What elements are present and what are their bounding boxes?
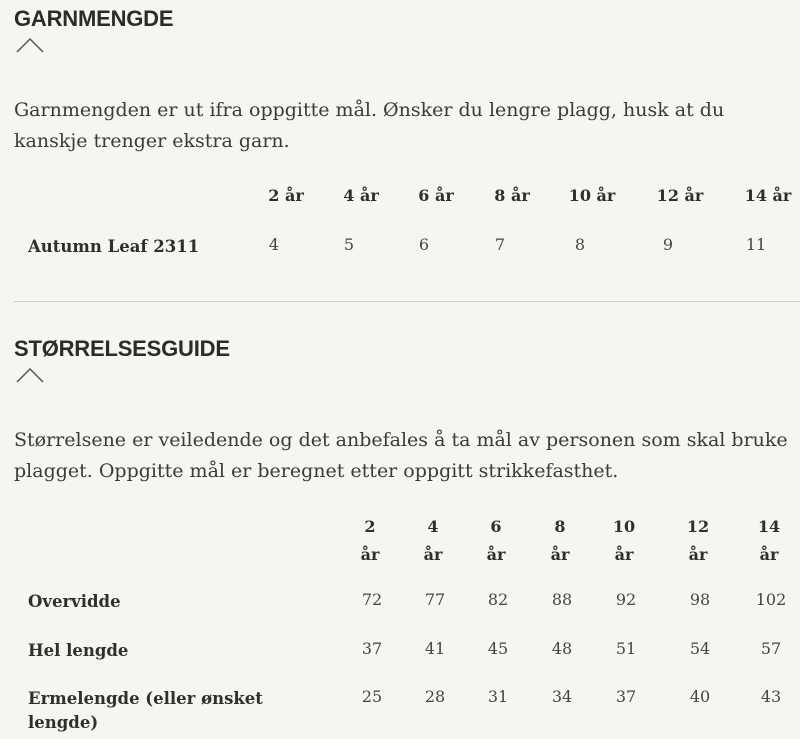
table-cell: 9 bbox=[662, 235, 674, 254]
column-header-unit: år bbox=[688, 545, 708, 564]
table-cell: 6 bbox=[418, 235, 430, 254]
column-header bbox=[613, 513, 635, 569]
column-header-unit: år bbox=[486, 545, 506, 564]
table-cell: 43 bbox=[760, 687, 782, 706]
table-cell: 11 bbox=[745, 235, 767, 254]
garnmengde-description: Garnmengden er ut ifra oppgitte mål. Ønsker du lengre plagg, husk at du kanskje trenger ekstra garn. bbox=[14, 99, 725, 152]
column-header: 8 år bbox=[494, 186, 530, 205]
table-cell: 72 bbox=[361, 590, 383, 609]
column-header: 4 år bbox=[343, 186, 379, 205]
table-cell: 88 bbox=[551, 590, 573, 609]
column-header-number: 10 bbox=[612, 517, 636, 536]
table-cell: 5 bbox=[343, 235, 355, 254]
row-label: Ermelengde (eller ønsket lengde) bbox=[28, 689, 263, 732]
row-label: Hel lengde bbox=[28, 641, 129, 660]
row-label: Overvidde bbox=[28, 592, 121, 611]
table-cell: 4 bbox=[268, 235, 280, 254]
column-header-unit: år bbox=[360, 545, 380, 564]
table-cell: 92 bbox=[615, 590, 637, 609]
storrelsesguide-collapse-button[interactable] bbox=[16, 366, 44, 384]
column-header-number: 6 bbox=[490, 517, 502, 536]
section-divider bbox=[14, 301, 800, 302]
table-cell: 51 bbox=[615, 639, 637, 658]
column-header: 14 år bbox=[744, 186, 792, 205]
table-cell: 45 bbox=[487, 639, 509, 658]
table-cell: 34 bbox=[551, 687, 573, 706]
storrelsesguide-description: Størrelsene er veiledende og det anbefales å ta mål av personen som skal bruke plagget. Oppgitte mål er beregnet etter oppgitt strikkefasthet. bbox=[14, 429, 788, 482]
column-header bbox=[687, 513, 709, 569]
column-header-unit: år bbox=[550, 545, 570, 564]
column-header-unit: år bbox=[614, 545, 634, 564]
column-header-unit: år bbox=[423, 545, 443, 564]
table-cell: 37 bbox=[361, 639, 383, 658]
column-header-number: 12 bbox=[686, 517, 710, 536]
column-header: 6 år bbox=[418, 186, 454, 205]
column-header bbox=[361, 513, 380, 569]
column-header-number: 4 bbox=[427, 517, 439, 536]
column-header bbox=[487, 513, 506, 569]
chevron-up-icon bbox=[16, 36, 44, 54]
storrelsesguide-title: STØRRELSESGUIDE bbox=[14, 336, 230, 361]
column-header-unit: år bbox=[759, 545, 779, 564]
table-cell: 41 bbox=[424, 639, 446, 658]
column-header bbox=[758, 513, 780, 569]
column-header bbox=[424, 513, 443, 569]
table-cell: 77 bbox=[424, 590, 446, 609]
table-cell: 31 bbox=[487, 687, 509, 706]
table-cell: 82 bbox=[487, 590, 509, 609]
column-header-number: 8 bbox=[554, 517, 566, 536]
table-cell: 54 bbox=[689, 639, 711, 658]
table-cell: 48 bbox=[551, 639, 573, 658]
column-header: 2 år bbox=[268, 186, 304, 205]
column-header: 10 år bbox=[568, 186, 616, 205]
row-label: Autumn Leaf 2311 bbox=[28, 237, 200, 256]
table-cell: 57 bbox=[760, 639, 782, 658]
table-cell: 102 bbox=[755, 590, 787, 609]
garnmengde-collapse-button[interactable] bbox=[16, 36, 44, 54]
table-cell: 8 bbox=[574, 235, 586, 254]
chevron-up-icon bbox=[16, 366, 44, 384]
column-header-number: 14 bbox=[757, 517, 781, 536]
table-cell: 98 bbox=[689, 590, 711, 609]
table-cell: 37 bbox=[615, 687, 637, 706]
column-header: 12 år bbox=[656, 186, 704, 205]
garnmengde-title: GARNMENGDE bbox=[14, 6, 174, 31]
column-header bbox=[551, 513, 570, 569]
table-cell: 28 bbox=[424, 687, 446, 706]
table-cell: 40 bbox=[689, 687, 711, 706]
table-cell: 25 bbox=[361, 687, 383, 706]
column-header-number: 2 bbox=[364, 517, 376, 536]
table-cell: 7 bbox=[494, 235, 506, 254]
